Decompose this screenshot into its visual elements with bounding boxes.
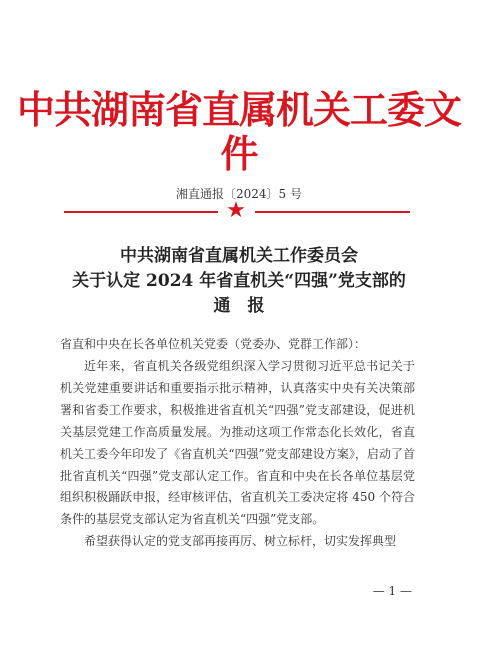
red-divider-right: [255, 211, 410, 213]
notice-title: [0, 244, 478, 319]
red-divider-left: [64, 211, 218, 213]
star-icon: ★: [226, 198, 246, 223]
page-number: — 1 —: [372, 584, 412, 598]
body-paragraph: 希望获得认定的党支部再接再厉、树立标杆，切实发挥典型: [84, 534, 397, 549]
document-header-title: 中共湖南省直属机关工委文件: [16, 87, 461, 176]
document-number: 湘直通报〔2024〕5 号: [176, 187, 302, 201]
body-paragraph: 近年来，省直机关各级党组织深入学习贯彻习近平总书记关于机关党建重要讲话和重要指示批示精神，认真落实中央有关决策部署和省委工作要求，积极推进省直机关“四强”党支部建设，促进机关基层党建工作高质量发展。为推动这项工作常态化长效化，省直机关工委今年印发了《省直机关“四强”党支部建设方案》，启动了首批省直机关“四强”党支部认定工作。省直和中央在长各单位基层党组织积极踊跃申报，经审核评估，省直机关工委决定将 450 个符合条件的基层党支部认定为省直机关“四强”党支部。: [60, 359, 415, 527]
body-text: [60, 356, 415, 553]
addressee: 省直和中央在长各单位机关党委（党委办、党群工作部）：: [60, 337, 367, 351]
notice-title-line: 关于认定 2024 年省直机关“四强”党支部的: [72, 271, 406, 291]
notice-title-line: 通 报: [213, 296, 265, 316]
notice-title-line: 中共湖南省直属机关工作委员会: [120, 246, 358, 266]
